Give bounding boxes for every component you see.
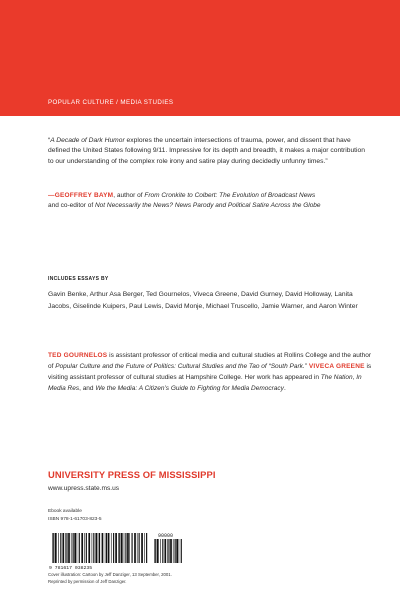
barcode-bar bbox=[113, 533, 114, 563]
barcode-bar bbox=[62, 533, 64, 563]
category-label: POPULAR CULTURE / MEDIA STUDIES bbox=[48, 99, 174, 106]
barcode-bar bbox=[98, 533, 99, 563]
barcode-bar bbox=[168, 539, 169, 563]
barcode-bar bbox=[108, 533, 110, 563]
editor-name-2: VIVECA GREENE bbox=[306, 362, 365, 370]
barcode-bar bbox=[79, 533, 80, 563]
open-quote-mark: “ bbox=[48, 137, 51, 144]
endorser-book-2: Not Necessarily the News? News Parody and Political Satire Across the Globe bbox=[94, 202, 321, 210]
barcode-digits: 9 781617 038235 bbox=[49, 566, 93, 570]
barcode-bar bbox=[66, 533, 67, 563]
book-title: A Decade of Dark Humor bbox=[50, 137, 125, 144]
barcode-bar bbox=[106, 533, 107, 563]
barcode-bar bbox=[170, 539, 172, 563]
barcode-bar bbox=[95, 533, 97, 563]
barcode-bar bbox=[167, 539, 168, 563]
barcode-bar bbox=[179, 539, 180, 563]
barcode-bar bbox=[164, 539, 166, 563]
barcode-bar bbox=[68, 533, 70, 563]
barcode-bar bbox=[93, 533, 94, 563]
bio-end: . bbox=[283, 384, 286, 392]
isbn: ISBN 978-1-61703-823-5 bbox=[48, 516, 102, 522]
barcode-bar bbox=[181, 539, 182, 563]
barcode-bar bbox=[86, 533, 87, 563]
barcode-bar bbox=[175, 539, 176, 563]
ean-bars bbox=[52, 533, 147, 563]
barcode-bar bbox=[176, 539, 178, 563]
editor-bios bbox=[48, 351, 374, 395]
publication-1: The Nation bbox=[320, 373, 353, 381]
barcode-bar bbox=[84, 533, 85, 563]
barcode-bar bbox=[173, 539, 174, 563]
editor-name-1: TED GOURNELOS bbox=[48, 352, 108, 359]
barcode bbox=[48, 532, 188, 570]
barcode-bar bbox=[137, 533, 138, 563]
barcode-bar bbox=[144, 533, 145, 563]
barcode-bar bbox=[58, 533, 59, 563]
ebook-info bbox=[48, 508, 102, 523]
barcode-bar bbox=[127, 533, 129, 563]
barcode-bar bbox=[52, 533, 53, 563]
barcode-bar bbox=[146, 533, 147, 563]
barcode-bar bbox=[77, 533, 78, 563]
barcode-bar bbox=[129, 533, 130, 563]
publication-2: In Media Res bbox=[48, 373, 362, 392]
barcode-bar bbox=[139, 533, 140, 563]
barcode-bar bbox=[92, 533, 93, 563]
endorsement-quote bbox=[48, 136, 366, 167]
barcode-bar bbox=[125, 533, 126, 563]
quote-body: explores the uncertain intersections of trauma, power, and dissent that have defined the United States following 9/11. Impressive for its depth and breadth, it makes a major contribution to our understanding of the complex role irony and satire play during decidedly unfunny times.” bbox=[48, 137, 365, 165]
barcode-bar bbox=[157, 539, 159, 563]
endorser-book-1: From Cronkite to Colbert: The Evolution of Broadcast News bbox=[144, 192, 316, 199]
sep-1: , bbox=[352, 373, 357, 381]
sep-2: , and bbox=[79, 384, 96, 392]
publisher-name: UNIVERSITY PRESS OF MISSISSIPPI bbox=[48, 469, 216, 480]
barcode-bar bbox=[141, 533, 143, 563]
barcode-bar bbox=[102, 533, 104, 563]
barcode-bar bbox=[60, 533, 61, 563]
bio-text-2: is visiting assistant professor of cultural studies at Hampshire College. Her work has appeared in bbox=[48, 362, 372, 381]
barcode-bar bbox=[155, 539, 156, 563]
barcode-bar bbox=[71, 533, 72, 563]
barcode-bar bbox=[53, 533, 54, 563]
bio-text-1: is assistant professor of critical media and cultural studies at Rollins College and the author of bbox=[48, 352, 372, 370]
cover-credit bbox=[48, 572, 268, 585]
essay-contributors: Gavin Benke, Arthur Asa Berger, Ted Gournelos, Viveca Greene, David Gurney, David Holloway, Lanita Jacobs, Giselinde Kuipers, Paul Lewis, David Monje, Michael Truscello, Jamie Warner, and Aaron Winter bbox=[48, 291, 358, 310]
barcode-bar bbox=[132, 533, 133, 563]
attribution-text: , author of bbox=[113, 192, 145, 199]
barcode-bar bbox=[162, 539, 163, 563]
barcode-bar bbox=[121, 533, 123, 563]
barcode-bar bbox=[124, 533, 125, 563]
essays-heading: INCLUDES ESSAYS BY bbox=[48, 276, 109, 282]
barcode-bar bbox=[81, 533, 83, 563]
header-band bbox=[0, 0, 400, 116]
barcode-bar bbox=[74, 533, 76, 563]
editor-book: Popular Culture and the Future of Politics: Cultural Studies and the Tao of “South Park.” bbox=[55, 362, 307, 370]
price-bars bbox=[154, 539, 182, 563]
barcode-bar bbox=[105, 533, 106, 563]
price-code: 90000 bbox=[158, 533, 174, 539]
barcode-bar bbox=[99, 533, 100, 563]
barcode-bar bbox=[73, 533, 74, 563]
barcode-bar bbox=[88, 533, 90, 563]
barcode-bar bbox=[111, 533, 112, 563]
barcode-bar bbox=[119, 533, 120, 563]
publication-3: We the Media: A Citizen’s Guide to Fighting for Media Democracy bbox=[95, 384, 284, 392]
barcode-bar bbox=[160, 539, 161, 563]
barcode-bar bbox=[134, 533, 136, 563]
barcode-bar bbox=[55, 533, 57, 563]
publisher-website[interactable]: www.upress.state.ms.us bbox=[48, 485, 120, 492]
attribution-text-2: and co-editor of bbox=[48, 202, 95, 210]
barcode-graphic bbox=[48, 532, 188, 570]
barcode-bar bbox=[65, 533, 66, 563]
endorser-name: —GEOFFREY BAYM bbox=[48, 192, 114, 199]
endorsement-attribution bbox=[48, 191, 378, 212]
credit-line-2: Reprinted by permission of Jeff Danziger. bbox=[48, 578, 127, 584]
credit-line-1: Cover illustration: Cartoon by Jeff Danziger, 13 September, 2001. bbox=[48, 572, 172, 577]
barcode-bar bbox=[154, 539, 155, 563]
ebook-available: Ebook available bbox=[48, 509, 82, 514]
barcode-bar bbox=[118, 533, 119, 563]
barcode-bar bbox=[115, 533, 117, 563]
